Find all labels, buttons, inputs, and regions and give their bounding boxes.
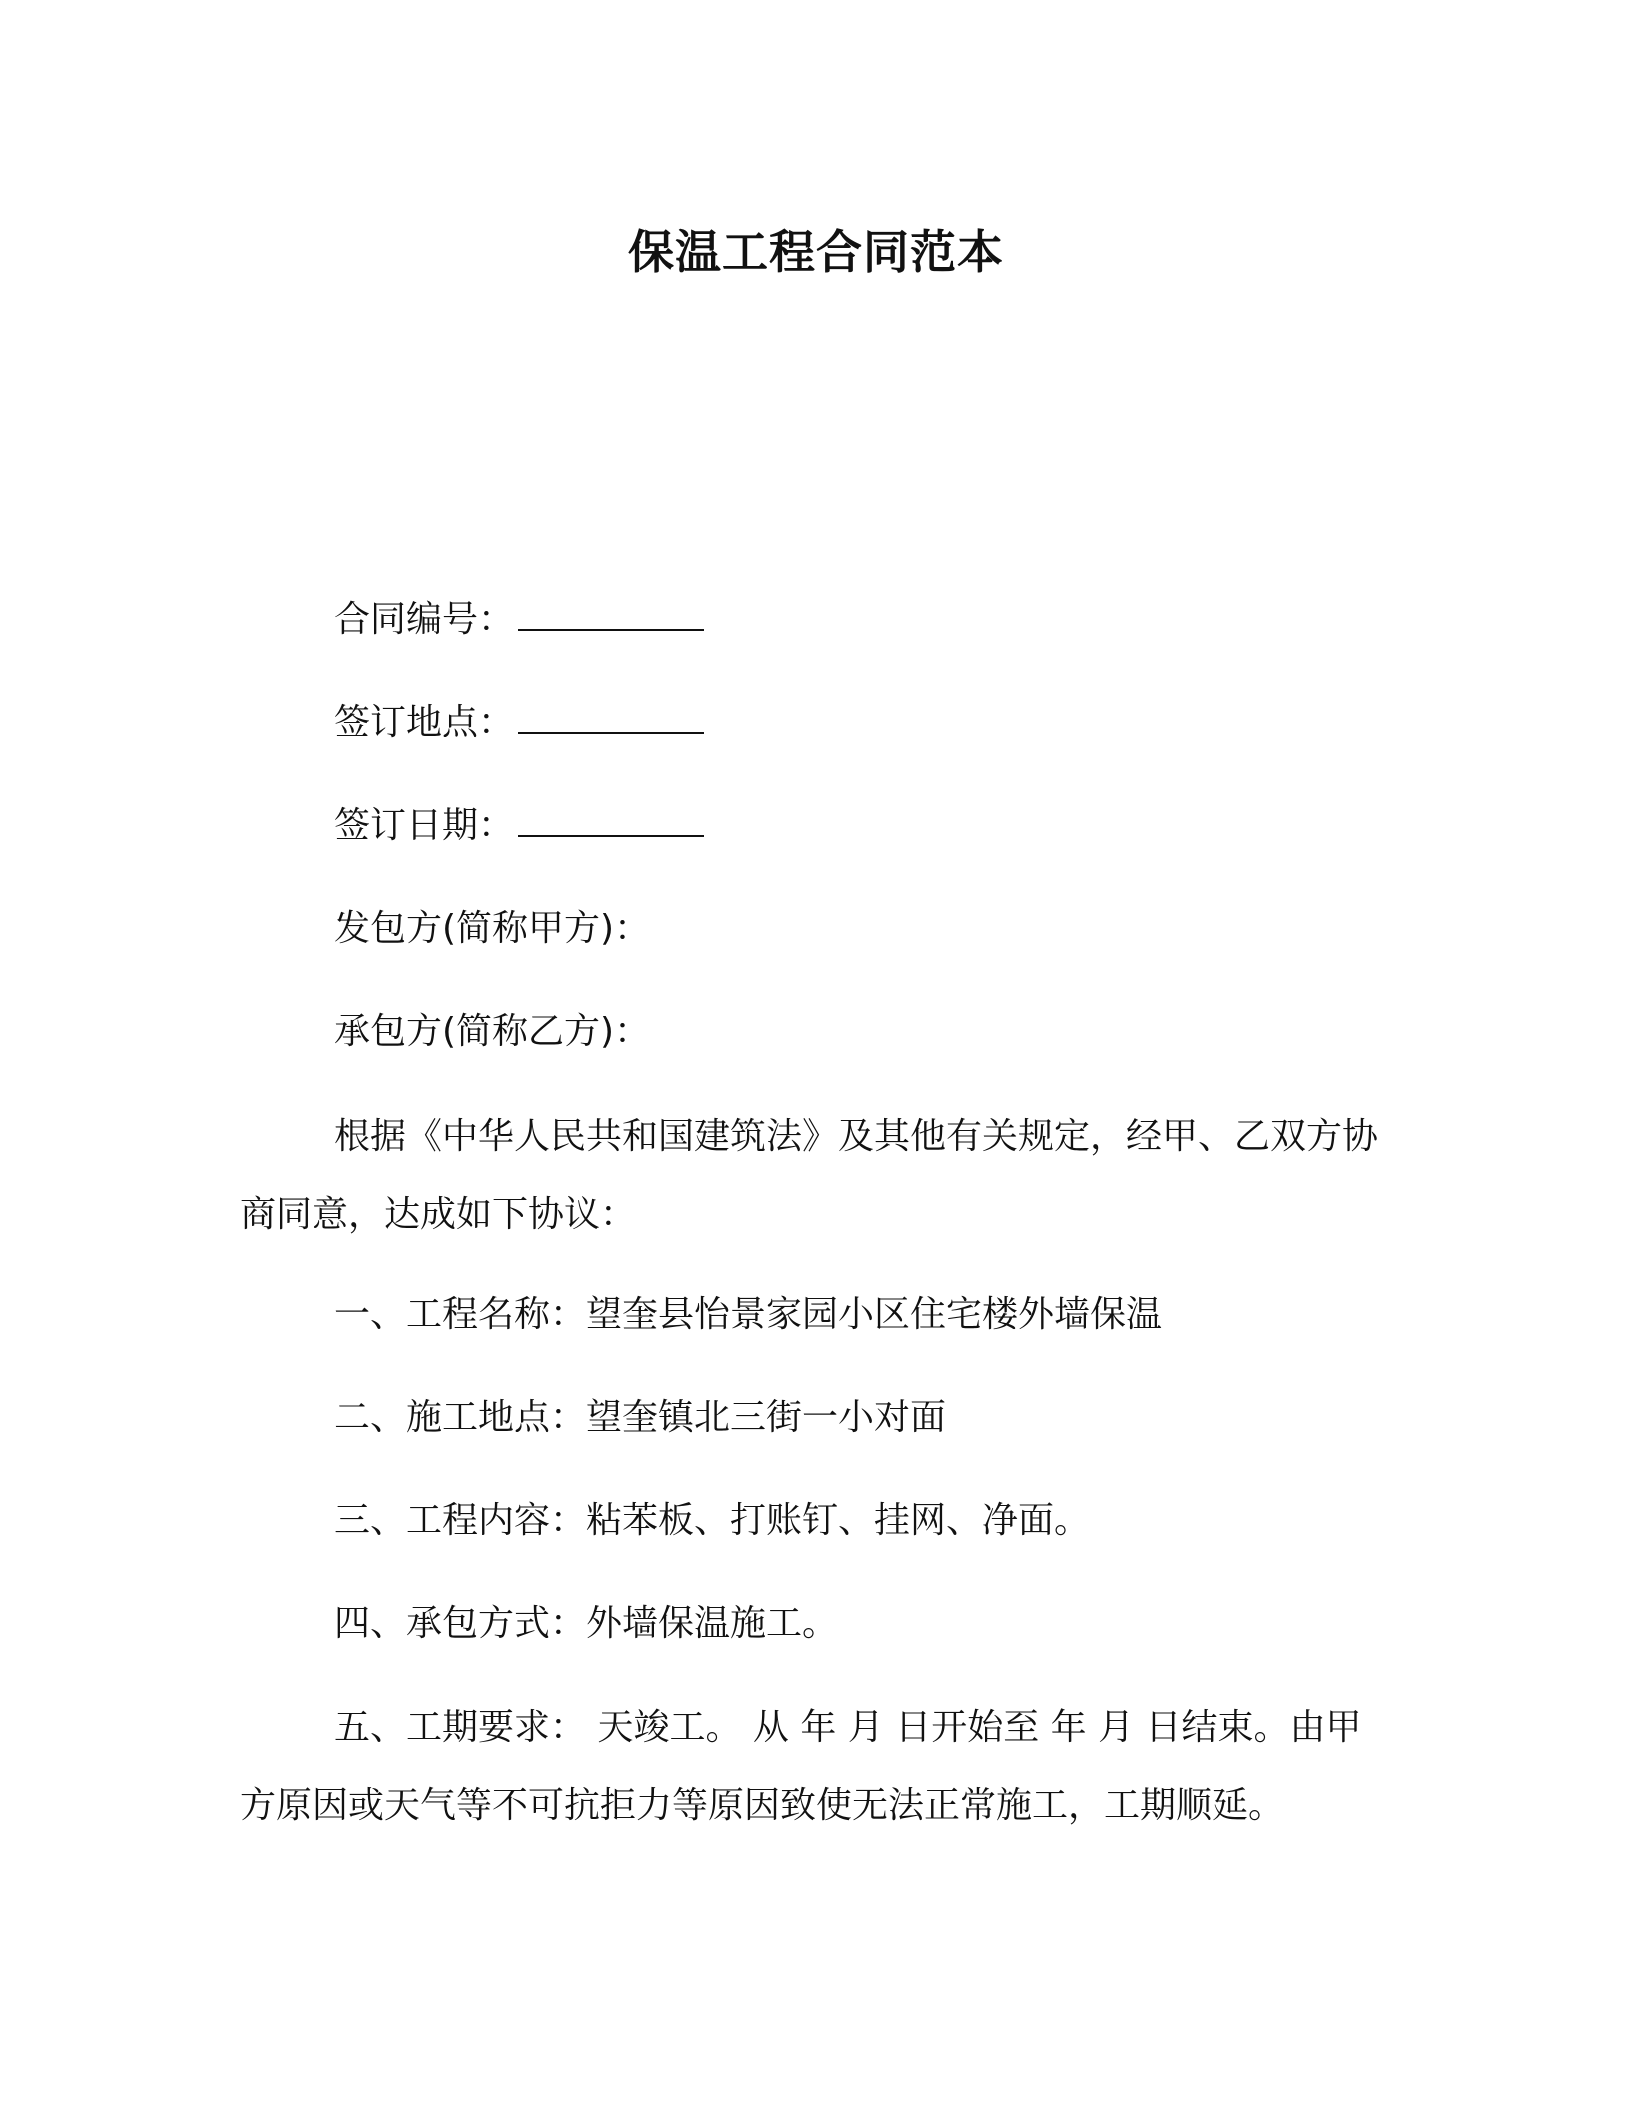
clause-project-name: 一、工程名称：望奎县怡景家园小区住宅楼外墙保温: [334, 1294, 1163, 1335]
signing-date-blank[interactable]: [518, 805, 704, 837]
preamble-paragraph: 根据《中华人民共和国建筑法》及其他有关规定，经甲、乙双方协商同意，达成如下协议：: [240, 1116, 1379, 1235]
signing-place-blank[interactable]: [518, 702, 704, 734]
clause-construction-site: 二、施工地点：望奎镇北三街一小对面: [334, 1397, 947, 1438]
signing-place-field: [334, 699, 704, 747]
clause-project-content: 三、工程内容：粘苯板、打账钉、挂网、净面。: [334, 1500, 1091, 1541]
contract-number-label: 合同编号：: [334, 599, 515, 640]
contract-number-field: [334, 596, 704, 644]
signing-date-label: 签订日期：: [334, 805, 515, 846]
contract-number-blank[interactable]: [518, 599, 704, 631]
party-a-line: 发包方(简称甲方)：: [334, 908, 651, 949]
party-b-line: 承包方(简称乙方)：: [334, 1011, 651, 1052]
signing-date-field: [334, 802, 704, 850]
document-title: 保温工程合同范本: [628, 225, 1004, 279]
signing-place-label: 签订地点：: [334, 702, 515, 743]
clause-schedule: 五、工期要求： 天竣工。 从 年 月 日开始至 年 月 日结束。由甲方原因或天气等不可抗拒力等原因致使无法正常施工，工期顺延。: [240, 1707, 1362, 1826]
clause-contract-method: 四、承包方式：外墙保温施工。: [334, 1603, 839, 1644]
